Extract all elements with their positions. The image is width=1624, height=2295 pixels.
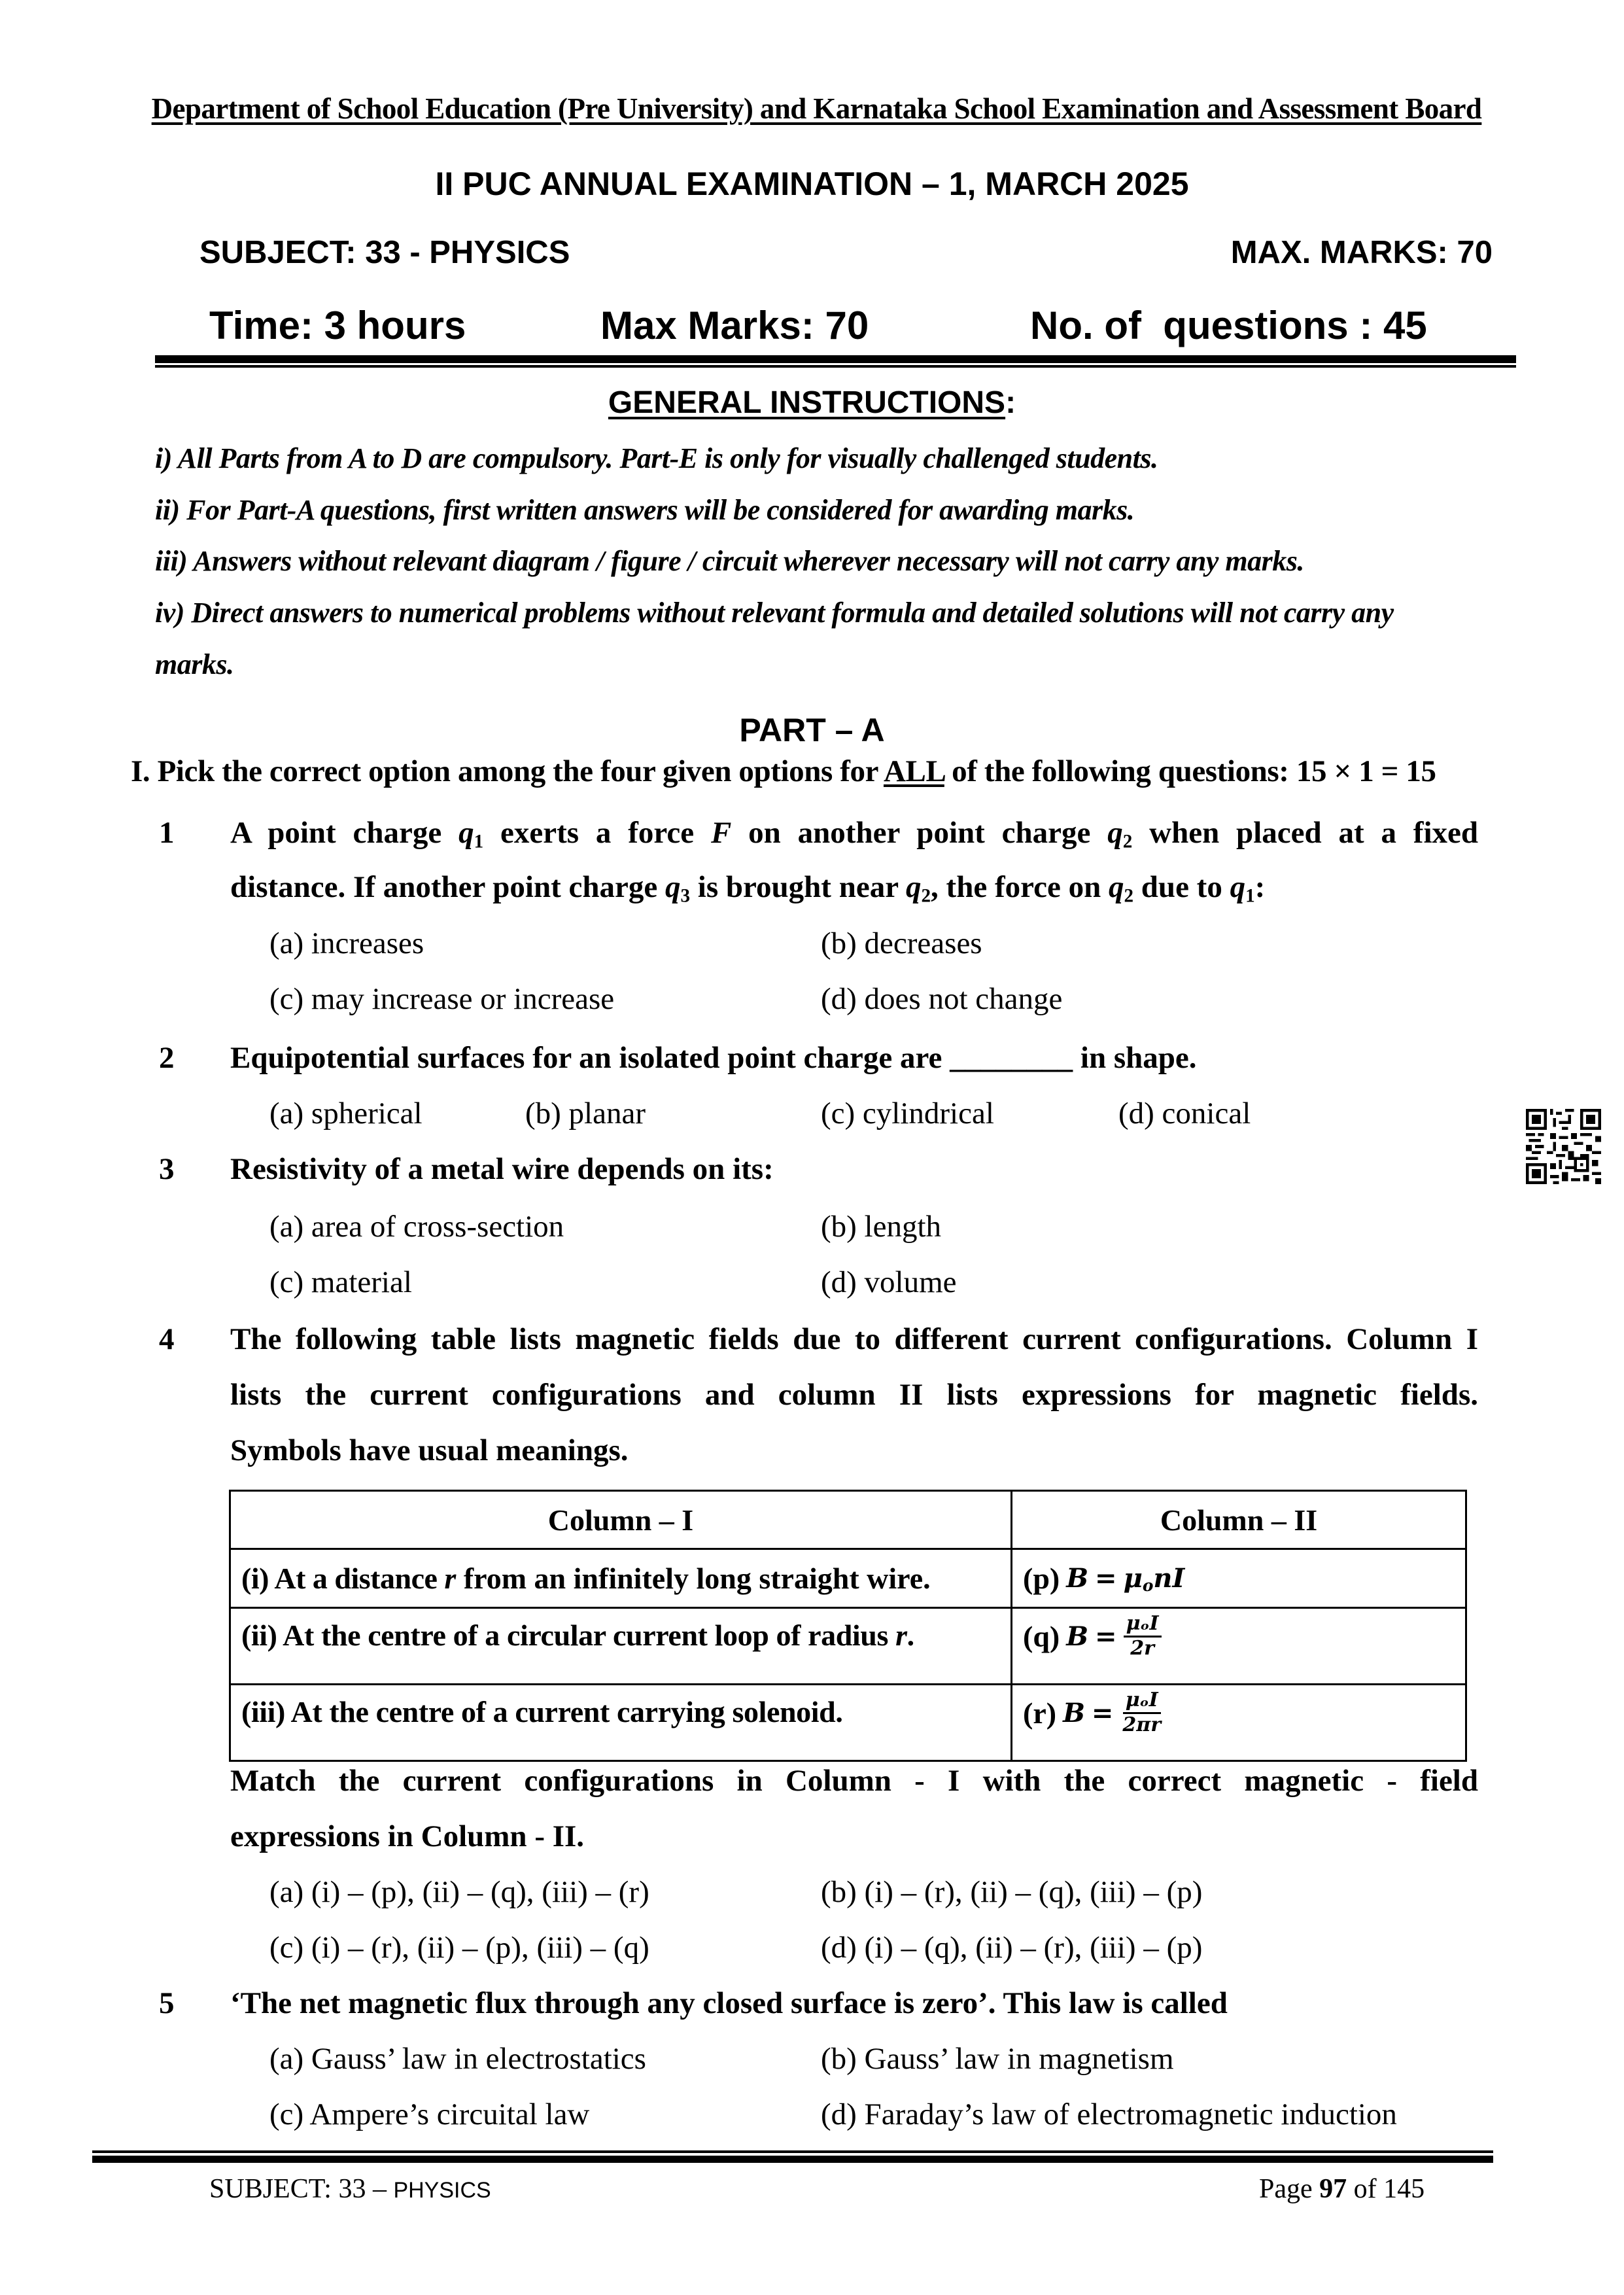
option-c: (c) (i) – (r), (ii) – (p), (iii) – (q) bbox=[269, 1931, 649, 1965]
option-d: (d) does not change bbox=[821, 982, 1063, 1016]
magnetic-field-match-table bbox=[229, 1490, 1467, 1762]
general-instructions-colon: : bbox=[1005, 385, 1016, 420]
question-number: 5 bbox=[159, 1986, 175, 2020]
table-cell-config: (i) At a distance r from an infinitely long straight wire. bbox=[230, 1549, 1012, 1608]
question-number: 1 bbox=[159, 816, 175, 850]
column-header: Column – II bbox=[1012, 1491, 1466, 1549]
option-a: (a) increases bbox=[269, 926, 424, 960]
option-d: (d) volume bbox=[821, 1265, 957, 1299]
question-4-line-3: Symbols have usual meanings. bbox=[230, 1433, 629, 1467]
part-a-title: PART – A bbox=[739, 712, 885, 748]
match-instruction-line-2: expressions in Column - II. bbox=[230, 1819, 585, 1853]
question-number: 3 bbox=[159, 1152, 175, 1186]
option-d: (d) (i) – (q), (ii) – (r), (iii) – (p) bbox=[821, 1931, 1203, 1965]
instruction-item: marks. bbox=[155, 648, 234, 680]
page-number: Page 97 of 145 bbox=[1259, 2174, 1425, 2204]
option-c: (c) Ampere’s circuital law bbox=[269, 2097, 590, 2131]
instruction-item: iii) Answers without relevant diagram / figure / circuit wherever necessary will not carry any marks. bbox=[155, 545, 1304, 577]
option-c: (c) cylindrical bbox=[821, 1096, 994, 1130]
header-rule-thin bbox=[155, 365, 1516, 368]
question-1-line-1: A point charge $q_1$ exerts a force F on another point charge $q_2$ when placed at a fixed bbox=[230, 816, 1479, 852]
option-b: (b) length bbox=[821, 1210, 942, 1244]
option-a: (a) spherical bbox=[269, 1096, 423, 1130]
formula-q: (q) B = $\frac{\text{μₒI}}{2r}$ bbox=[1023, 1613, 1162, 1660]
table-cell-config: (ii) At the centre of a circular current loop of radius r. bbox=[230, 1608, 1012, 1685]
table-cell-config: (iii) At the centre of a current carrying solenoid. bbox=[230, 1685, 1012, 1761]
instruction-item: iv) Direct answers to numerical problems without relevant formula and detailed solutions will not carry any bbox=[155, 597, 1394, 629]
option-a: (a) area of cross-section bbox=[269, 1210, 564, 1244]
option-c: (c) material bbox=[269, 1265, 412, 1299]
option-c: (c) may increase or increase bbox=[269, 982, 615, 1016]
general-instructions-title-text: GENERAL INSTRUCTIONS bbox=[608, 385, 1006, 420]
question-number: 2 bbox=[159, 1041, 175, 1075]
question-3-text: Resistivity of a metal wire depends on its: bbox=[230, 1152, 774, 1186]
number-of-questions: No. of questions : 45 bbox=[1030, 304, 1427, 347]
table-row bbox=[230, 1685, 1466, 1761]
section-instruction-emphasis: ALL bbox=[883, 754, 944, 788]
question-2-text: Equipotential surfaces for an isolated point charge are ________ in shape. bbox=[230, 1041, 1197, 1075]
question-5-text: ‘The net magnetic flux through any closed surface is zero’. This law is called bbox=[230, 1986, 1228, 2020]
column-header: Column – I bbox=[230, 1491, 1012, 1549]
question-1-line-2: distance. If another point charge $q_3$ is brought near $q_2$, the force on $q_2$ due to $q_1$: bbox=[230, 870, 1266, 907]
option-d: (d) conical bbox=[1118, 1096, 1251, 1130]
option-b: (b) planar bbox=[525, 1096, 646, 1130]
department-header: Department of School Education (Pre University) and Karnataka School Examination and Assessment Board bbox=[151, 92, 1482, 125]
table-cell-formula bbox=[1012, 1685, 1466, 1761]
option-b: (b) Gauss’ law in magnetism bbox=[821, 2042, 1174, 2076]
question-number: 4 bbox=[159, 1322, 175, 1356]
table-header-row bbox=[230, 1491, 1466, 1549]
question-4-line-2: lists the current configurations and column II lists expressions for magnetic fields. bbox=[230, 1378, 1478, 1412]
general-instructions-title bbox=[0, 385, 1624, 421]
table-cell-formula bbox=[1012, 1549, 1466, 1608]
formula-r: (r) B = $\frac{\text{μₒI}}{2\pi r}$ bbox=[1023, 1689, 1162, 1736]
qr-code-icon bbox=[1526, 1109, 1601, 1184]
formula-p: (p) B = $\mu_onI$ bbox=[1023, 1562, 1185, 1596]
instruction-item: ii) For Part-A questions, first written answers will be considered for awarding marks. bbox=[155, 494, 1135, 526]
max-marks-top: MAX. MARKS: 70 bbox=[1230, 235, 1493, 270]
section-instruction-pre: I. Pick the correct option among the four given options for bbox=[131, 754, 884, 788]
max-marks: Max Marks: 70 bbox=[600, 304, 869, 347]
option-b: (b) (i) – (r), (ii) – (q), (iii) – (p) bbox=[821, 1875, 1203, 1909]
table-row bbox=[230, 1608, 1466, 1685]
time-duration: Time: 3 hours bbox=[209, 304, 466, 347]
option-a: (a) (i) – (p), (ii) – (q), (iii) – (r) bbox=[269, 1875, 649, 1909]
section-instruction bbox=[131, 754, 1436, 789]
instruction-item: i) All Parts from A to D are compulsory. Part-E is only for visually challenged students. bbox=[155, 442, 1158, 474]
footer-rule-thin bbox=[92, 2150, 1493, 2153]
table-cell-formula bbox=[1012, 1608, 1466, 1685]
header-rule-thick bbox=[155, 355, 1516, 363]
exam-title: II PUC ANNUAL EXAMINATION – 1, MARCH 2025 bbox=[435, 166, 1189, 202]
table-row bbox=[230, 1549, 1466, 1608]
option-a: (a) Gauss’ law in electrostatics bbox=[269, 2042, 646, 2076]
section-instruction-post: of the following questions: 15 × 1 = 15 bbox=[944, 754, 1436, 788]
question-4-line-1: The following table lists magnetic fields due to different current configurations. Column I bbox=[230, 1322, 1478, 1356]
option-d: (d) Faraday’s law of electromagnetic induction bbox=[821, 2097, 1397, 2131]
footer-subject: SUBJECT: 33 – PHYSICS bbox=[209, 2174, 491, 2204]
footer-rule-thick bbox=[92, 2156, 1493, 2163]
subject-label: SUBJECT: 33 - PHYSICS bbox=[199, 235, 570, 270]
option-b: (b) decreases bbox=[821, 926, 982, 960]
match-instruction-line-1: Match the current configurations in Column - I with the correct magnetic - field bbox=[230, 1764, 1478, 1798]
